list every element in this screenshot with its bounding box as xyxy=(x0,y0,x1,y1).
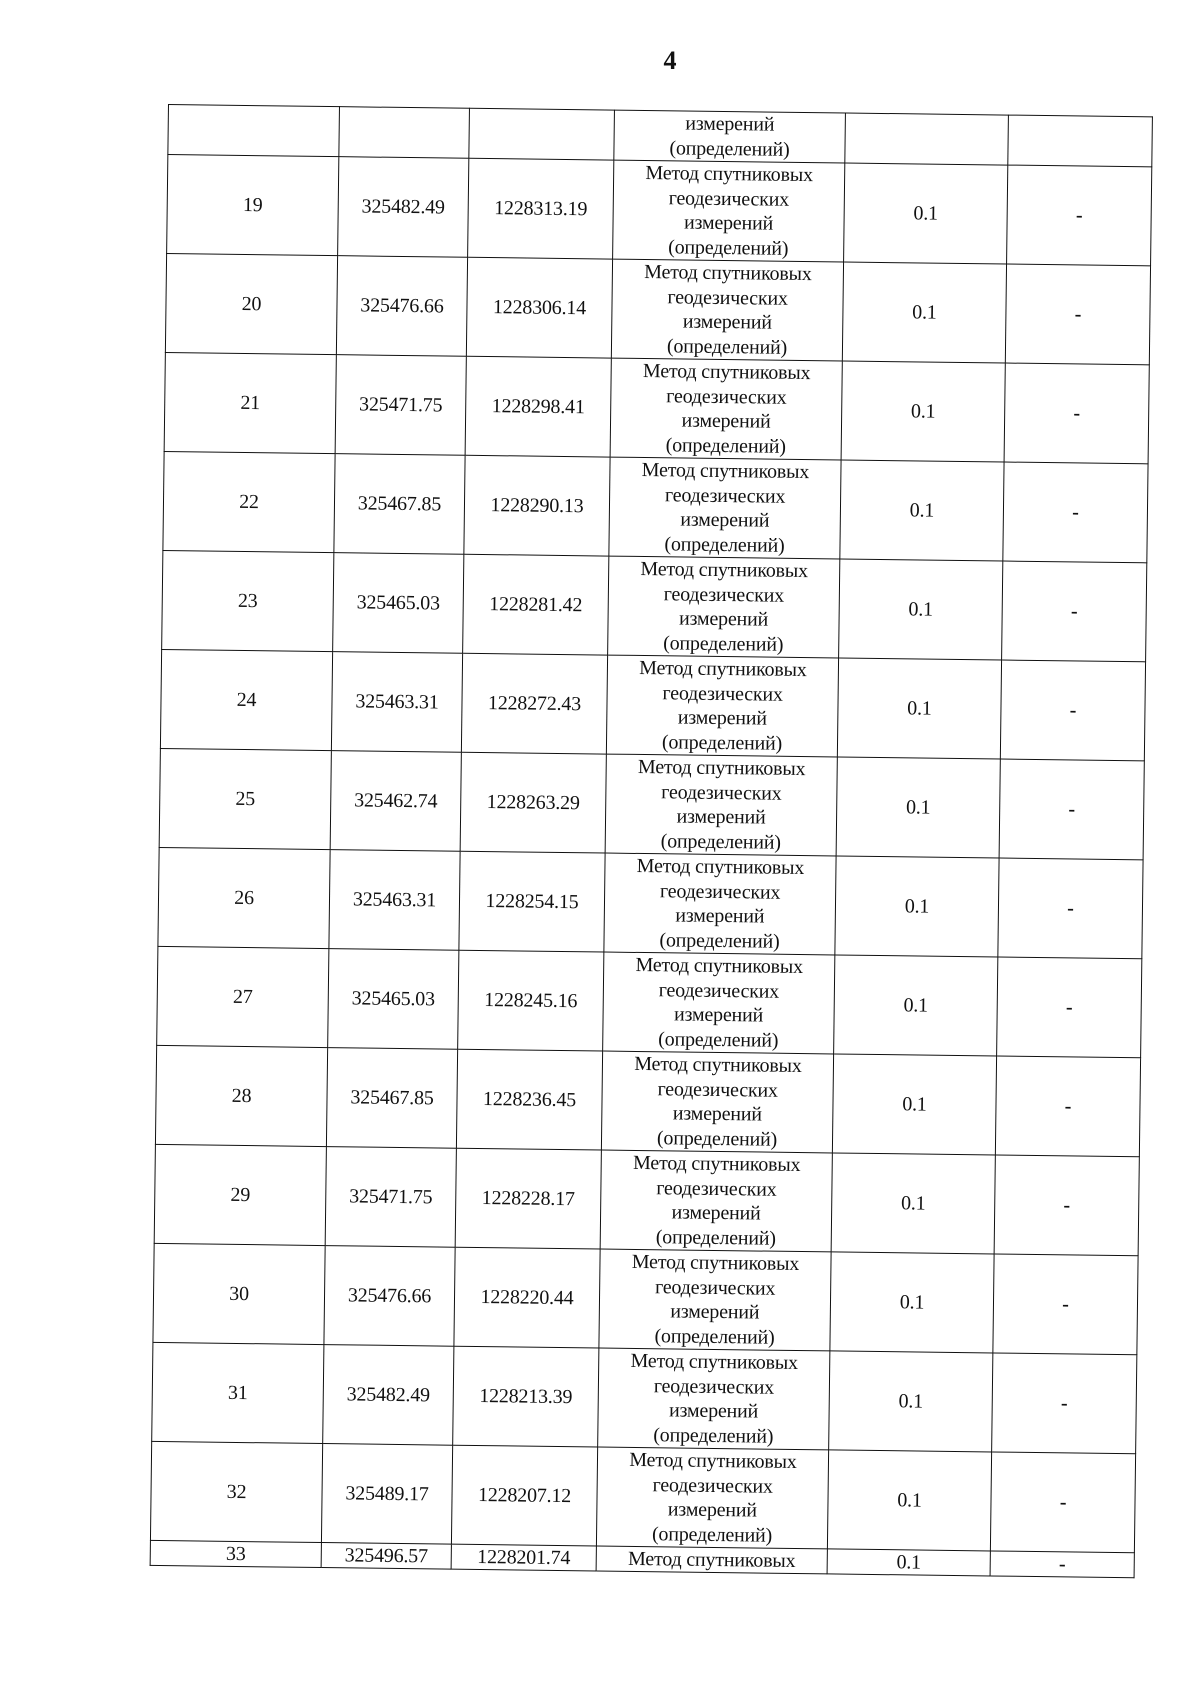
x-coordinate-cell: 325467.85 xyxy=(326,1048,457,1149)
note-cell: - xyxy=(997,957,1142,1058)
y-coordinate-cell: 1228220.44 xyxy=(454,1247,600,1348)
note-cell: - xyxy=(994,1155,1139,1256)
method-line: Метод спутниковых xyxy=(641,458,810,484)
point-number-cell: 32 xyxy=(150,1441,322,1542)
method-line: геодезических xyxy=(656,1176,777,1201)
method-line: Метод спутниковых xyxy=(627,1547,796,1572)
accuracy-cell: 0.1 xyxy=(837,658,1001,759)
method-cell xyxy=(601,1051,833,1153)
method-cell xyxy=(596,1546,827,1574)
table-row xyxy=(155,1045,1140,1156)
x-coordinate-cell: 325465.03 xyxy=(328,949,459,1050)
note-cell: - xyxy=(1000,660,1145,761)
method-line: Метод спутниковых xyxy=(632,1151,801,1177)
method-line: Метод спутниковых xyxy=(631,1250,800,1276)
table-row xyxy=(150,1441,1135,1552)
note-cell: - xyxy=(1005,264,1150,365)
x-coordinate-cell: 325463.31 xyxy=(329,850,460,951)
method-line: геодезических xyxy=(662,681,783,706)
method-line: Метод спутниковых xyxy=(642,359,811,385)
x-coordinate-cell: 325489.17 xyxy=(321,1444,452,1545)
method-line: Метод спутниковых xyxy=(636,854,805,880)
method-line: измерений xyxy=(668,1399,759,1423)
table-row xyxy=(164,352,1149,463)
method-line: (определений) xyxy=(660,829,781,854)
accuracy-cell: 0.1 xyxy=(836,757,1000,858)
method-line: геодезических xyxy=(658,978,780,1003)
x-coordinate-cell: 325462.74 xyxy=(330,751,461,852)
method-line: геодезических xyxy=(652,1473,773,1498)
table-row xyxy=(152,1342,1137,1453)
note-cell: - xyxy=(1004,363,1149,464)
method-line: (определений) xyxy=(654,1324,775,1349)
y-coordinate-cell: 1228313.19 xyxy=(468,158,614,259)
method-line: (определений) xyxy=(653,1423,774,1448)
method-line: измерений xyxy=(682,310,772,334)
method-line: (определений) xyxy=(665,433,786,458)
method-line: геодезических xyxy=(664,483,786,508)
method-cell xyxy=(608,556,840,658)
note-cell: - xyxy=(999,759,1144,860)
accuracy-cell: 0.1 xyxy=(829,1351,993,1452)
point-number-cell: 29 xyxy=(154,1144,326,1245)
accuracy-cell: 0.1 xyxy=(841,361,1005,462)
y-coordinate-cell: 1228207.12 xyxy=(451,1445,597,1546)
method-line: измерений xyxy=(676,805,766,829)
point-number-cell: 26 xyxy=(158,847,330,948)
point-number-cell: 31 xyxy=(152,1342,324,1443)
accuracy-cell xyxy=(845,113,1009,165)
method-line: (определений) xyxy=(651,1522,773,1547)
point-number-cell: 33 xyxy=(150,1540,321,1567)
accuracy-cell: 0.1 xyxy=(832,1054,996,1155)
accuracy-cell: 0.1 xyxy=(827,1549,990,1576)
accuracy-cell: 0.1 xyxy=(844,163,1008,264)
point-number-cell: 20 xyxy=(165,253,337,354)
method-cell xyxy=(609,457,841,559)
method-cell xyxy=(599,1249,831,1351)
method-cell xyxy=(600,1150,832,1252)
method-line: измерений xyxy=(670,1300,760,1324)
accuracy-cell: 0.1 xyxy=(840,460,1004,561)
note-cell: - xyxy=(990,1452,1135,1553)
accuracy-cell: 0.1 xyxy=(827,1450,991,1551)
coordinates-table xyxy=(150,104,1153,1578)
x-coordinate-cell: 325476.66 xyxy=(324,1246,455,1347)
point-number-cell: 21 xyxy=(164,352,336,453)
accuracy-cell: 0.1 xyxy=(835,856,999,957)
table-row xyxy=(160,649,1145,760)
point-number-cell: 27 xyxy=(157,946,329,1047)
method-line: (определений) xyxy=(663,631,784,656)
method-line: (определений) xyxy=(656,1126,778,1151)
note-cell: - xyxy=(992,1353,1137,1454)
method-line: (определений) xyxy=(659,928,780,953)
method-line: измерений xyxy=(678,607,769,631)
x-coordinate-cell: 325476.66 xyxy=(336,256,467,357)
method-line: геодезических xyxy=(663,582,785,607)
note-cell: - xyxy=(1003,462,1148,563)
coordinates-table-body xyxy=(150,105,1152,1578)
point-number-cell xyxy=(168,105,340,157)
method-cell xyxy=(613,160,845,262)
x-coordinate-cell: 325467.85 xyxy=(334,454,465,555)
y-coordinate-cell: 1228254.15 xyxy=(459,851,605,952)
table-row xyxy=(162,550,1147,661)
x-coordinate-cell: 325482.49 xyxy=(338,157,469,258)
table-row xyxy=(165,253,1150,364)
method-cell xyxy=(604,853,836,955)
y-coordinate-cell: 1228306.14 xyxy=(466,257,612,358)
method-cell xyxy=(605,754,837,856)
method-line: измерений xyxy=(667,1498,758,1522)
note-cell: - xyxy=(990,1551,1134,1578)
table-row xyxy=(157,946,1142,1057)
accuracy-cell: 0.1 xyxy=(842,262,1006,363)
method-line: Метод спутниковых xyxy=(644,260,812,286)
method-line: Метод спутниковых xyxy=(629,1448,797,1474)
point-number-cell: 23 xyxy=(162,550,334,651)
note-cell: - xyxy=(1007,165,1152,266)
note-cell: - xyxy=(995,1056,1140,1157)
x-coordinate-cell: 325496.57 xyxy=(321,1543,451,1570)
point-number-cell: 22 xyxy=(163,451,335,552)
method-line: Метод спутниковых xyxy=(635,953,804,979)
y-coordinate-cell xyxy=(469,108,615,160)
point-number-cell: 24 xyxy=(160,649,332,750)
method-line: измерений xyxy=(675,904,765,928)
table-row xyxy=(158,847,1143,958)
method-line: геодезических xyxy=(668,186,790,211)
method-line: Метод спутниковых xyxy=(634,1052,802,1078)
method-cell xyxy=(614,110,846,163)
note-cell: - xyxy=(1002,561,1147,662)
y-coordinate-cell: 1228281.42 xyxy=(463,554,609,655)
method-line: Метод спутниковых xyxy=(639,656,807,682)
method-line: геодезических xyxy=(654,1275,776,1300)
method-line: измерений xyxy=(681,409,771,433)
method-line: Метод спутниковых xyxy=(645,162,813,187)
table-row xyxy=(159,748,1144,859)
y-coordinate-cell: 1228272.43 xyxy=(461,653,607,754)
accuracy-cell: 0.1 xyxy=(830,1252,994,1353)
method-cell xyxy=(598,1348,830,1450)
method-line: геодезических xyxy=(661,780,782,805)
y-coordinate-cell: 1228290.13 xyxy=(464,455,610,556)
point-number-cell: 28 xyxy=(155,1045,327,1146)
y-coordinate-cell: 1228201.74 xyxy=(451,1544,596,1571)
x-coordinate-cell: 325471.75 xyxy=(325,1147,456,1248)
x-coordinate-cell: 325471.75 xyxy=(335,355,466,456)
method-line: измерений xyxy=(673,1003,764,1027)
table-row xyxy=(153,1243,1138,1354)
y-coordinate-cell: 1228263.29 xyxy=(460,752,606,853)
method-line: измерений xyxy=(683,211,774,235)
method-cell xyxy=(611,259,843,361)
note-cell xyxy=(1008,115,1153,167)
method-line: геодезических xyxy=(657,1077,778,1102)
note-cell: - xyxy=(993,1254,1138,1355)
method-line: (определений) xyxy=(668,235,789,260)
method-line: измерений xyxy=(685,112,775,136)
method-line: Метод спутниковых xyxy=(640,557,809,583)
point-number-cell: 25 xyxy=(159,748,331,849)
table-row xyxy=(154,1144,1139,1255)
y-coordinate-cell: 1228245.16 xyxy=(458,950,604,1051)
method-line: геодезических xyxy=(666,384,787,409)
y-coordinate-cell: 1228298.41 xyxy=(465,356,611,457)
method-line: измерений xyxy=(680,508,770,532)
method-line: измерений xyxy=(677,706,767,730)
method-line: измерений xyxy=(671,1201,761,1225)
method-line: Метод спутниковых xyxy=(630,1349,799,1375)
accuracy-cell: 0.1 xyxy=(839,559,1003,660)
method-line: геодезических xyxy=(653,1374,775,1399)
method-cell xyxy=(610,358,842,460)
x-coordinate-cell xyxy=(339,107,470,159)
x-coordinate-cell: 325482.49 xyxy=(323,1345,454,1446)
x-coordinate-cell: 325465.03 xyxy=(333,553,464,654)
method-line: (определений) xyxy=(661,730,783,755)
method-line: (определений) xyxy=(658,1027,779,1052)
method-line: геодезических xyxy=(659,879,781,904)
point-number-cell: 19 xyxy=(167,155,339,256)
method-line: (определений) xyxy=(669,136,790,161)
table-row xyxy=(167,155,1152,266)
method-line: геодезических xyxy=(667,285,788,310)
method-cell xyxy=(606,655,838,757)
method-line: (определений) xyxy=(655,1225,776,1250)
method-line: (определений) xyxy=(664,532,785,557)
accuracy-cell: 0.1 xyxy=(834,955,998,1056)
page-number: 4 xyxy=(663,46,677,75)
y-coordinate-cell: 1228213.39 xyxy=(453,1346,599,1447)
table-row xyxy=(163,451,1148,562)
accuracy-cell: 0.1 xyxy=(831,1153,995,1254)
x-coordinate-cell: 325463.31 xyxy=(331,652,462,753)
note-cell: - xyxy=(998,858,1143,959)
y-coordinate-cell: 1228228.17 xyxy=(455,1148,601,1249)
method-line: Метод спутниковых xyxy=(637,755,806,781)
point-number-cell: 30 xyxy=(153,1243,325,1344)
method-cell xyxy=(603,952,835,1054)
y-coordinate-cell: 1228236.45 xyxy=(456,1049,602,1150)
method-line: измерений xyxy=(672,1102,763,1126)
method-cell xyxy=(596,1447,828,1549)
method-line: (определений) xyxy=(666,334,788,359)
